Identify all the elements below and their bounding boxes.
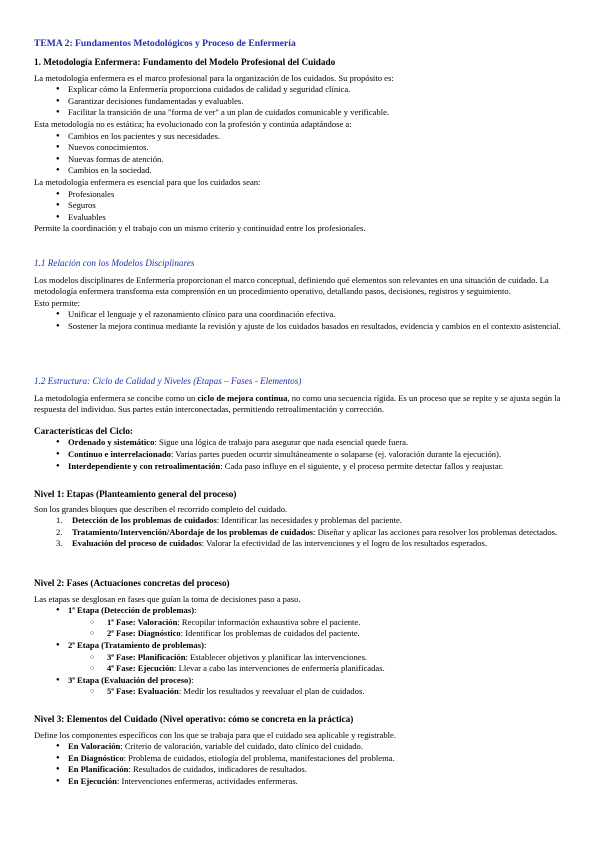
list-item: 1. Detección de los problemas de cuidados: Identificar las necesidades y problemas del paciente. <box>56 515 402 526</box>
list-item: ● Garantizar decisiones fundamentadas y evaluables. <box>34 96 566 108</box>
allows-text: Esto permite: <box>34 297 81 308</box>
section-1-2-heading: 1.2 Estructura: Ciclo de Calidad y Niveles (Etapas – Fases - Elementos) <box>34 376 302 386</box>
section-1-1-heading: 1.1 Relación con los Modelos Disciplinares <box>34 258 195 268</box>
list-item: ○ 1ª Fase: Valoración: Recopilar información exhaustiva sobre el paciente. <box>34 617 566 629</box>
characteristics-list <box>34 437 566 472</box>
qualities-list <box>34 189 566 224</box>
list-item: ● Explicar cómo la Enfermería proporciona cuidados de calidad y seguridad clínica. <box>34 84 566 96</box>
list-item: ● En Ejecución: Intervenciones enfermeras, actividades enfermeras. <box>34 776 566 788</box>
section-1-intro: La metodología enfermera es el marco profesional para la organización de los cuidados. Su propósito es: <box>34 72 394 83</box>
list-item: ● 2ª Etapa (Tratamiento de problemas): <box>34 640 566 652</box>
section-1-heading: 1. Metodología Enfermera: Fundamento del Modelo Profesional del Cuidado <box>34 57 336 67</box>
level-2-intro: Las etapas se desglosan en fases que guían la toma de decisiones paso a paso. <box>34 593 301 604</box>
list-item: ● Unificar el lenguaje y el razonamiento clínico para una coordinación efectiva. <box>34 309 566 321</box>
elements-list <box>34 741 566 787</box>
list-item: ● Profesionales <box>34 189 566 201</box>
closing-text: Permite la coordinación y el trabajo con un mismo criterio y continuidad entre los profesionales. <box>34 223 366 234</box>
list-item: ● Facilitar la transición de una "forma de ver" a un plan de cuidados comunicable y verificable. <box>34 107 566 119</box>
list-item: ● Evaluables <box>34 212 566 224</box>
list-item: ● Nuevas formas de atención. <box>34 154 566 166</box>
section-1-1-paragraph: Los modelos disciplinares de Enfermería proporcionan el marco conceptual, definiendo qué elementos son relevantes en una situación de cuidado. La metodología enfermera transforma esta comprensión en un procedimiento operativo, detallando pasos, decisiones, registros y seguimiento. <box>34 274 549 297</box>
list-item: ● 3ª Etapa (Evaluación del proceso): <box>34 675 566 687</box>
purpose-list <box>34 84 566 119</box>
phases-list <box>34 605 566 617</box>
list-item: ○ 2ª Fase: Diagnóstico: Identificar los problemas de cuidados del paciente. <box>34 628 566 640</box>
list-item: ● En Planificación: Resultados de cuidados, indicadores de resultados. <box>34 764 566 776</box>
list-item: 2. Tratamiento/Intervención/Abordaje de los problemas de cuidados: Diseñar y aplicar las acciones para resolver los problemas detectados. <box>56 526 558 537</box>
level-3-intro: Define los componentes específicos con los que se trabaja para que el cuidado sea aplicable y registrable. <box>34 729 396 740</box>
list-item: ● Sostener la mejora continua mediante la revisión y ajuste de los cuidados basados en resultados, evidencia y cambios en el contexto asistencial. <box>34 321 566 333</box>
list-item: ● En Valoración: Criterio de valoración, variable del cuidado, dato clínico del cuidado. <box>34 741 566 753</box>
document-title: TEMA 2: Fundamentos Metodológicos y Proceso de Enfermería <box>34 38 296 49</box>
list-item: 3. Evaluación del proceso de cuidados: Valorar la efectividad de las intervenciones y el logro de los resultados esperados. <box>56 538 487 549</box>
list-item: ● Nuevos conocimientos. <box>34 142 566 154</box>
level-1 <box>34 489 566 550</box>
section-1-2-paragraph: La metodología enfermera se concibe como un ciclo de mejora continua, no como una secuencia rígida. Es un proceso que se repite y se ajusta según la respuesta del individuo. Sus partes están interconectadas, permitiendo retroalimentación y corrección. <box>34 392 561 415</box>
essential-text: La metodología enfermera es esencial para que los cuidados sean: <box>34 176 261 187</box>
list-item: ○ 4ª Fase: Ejecución: Llevar a cabo las intervenciones de enfermería planificadas. <box>34 663 566 675</box>
list-item: ○ 3ª Fase: Planificación: Establecer objetivos y planificar las intervenciones. <box>34 652 566 664</box>
list-item: ● En Diagnóstico: Problema de cuidados, etiología del problema, manifestaciones del problema. <box>34 753 566 765</box>
changes-list <box>34 131 566 177</box>
level-2-heading: Nivel 2: Fases (Actuaciones concretas del proceso) <box>34 578 230 588</box>
section-1 <box>34 57 566 235</box>
stages-list <box>34 515 566 550</box>
level-3 <box>34 714 566 788</box>
list-item: ○ 5ª Fase: Evaluación: Medir los resultados y reevaluar el plan de cuidados. <box>34 686 566 698</box>
list-item: ● Cambios en la sociedad. <box>34 165 566 177</box>
section-1-2 <box>34 376 566 472</box>
section-1-1 <box>34 258 566 333</box>
list-item: ● Seguros <box>34 200 566 212</box>
level-1-heading: Nivel 1: Etapas (Planteamiento general del proceso) <box>34 489 237 499</box>
list-item: ● Continuo e interrelacionado: Varias partes pueden ocurrir simultáneamente o solaparse (ej. valoración durante la ejecución). <box>34 449 566 461</box>
list-item: ● Interdependiente y con retroalimentación: Cada paso influye en el siguiente, y el proceso permite detectar fallos y reajustar. <box>34 461 566 473</box>
level-1-intro: Son los grandes bloques que describen el recorrido completo del cuidado. <box>34 503 288 514</box>
level-3-heading: Nivel 3: Elementos del Cuidado (Nivel operativo: cómo se concreta en la práctica) <box>34 714 354 724</box>
list-item: ● Ordenado y sistemático: Sigue una lógica de trabajo para asegurar que nada esencial quede fuera. <box>34 437 566 449</box>
list-item: ● Cambios en los pacientes y sus necesidades. <box>34 131 566 143</box>
level-2 <box>34 578 566 698</box>
list-item: ● 1ª Etapa (Detección de problemas): <box>34 605 566 617</box>
evolution-text: Esta metodología no es estática; ha evolucionado con la profesión y continúa adaptándose a: <box>34 118 352 129</box>
characteristics-heading: Características del Ciclo: <box>34 425 133 436</box>
allows-list <box>34 309 566 332</box>
